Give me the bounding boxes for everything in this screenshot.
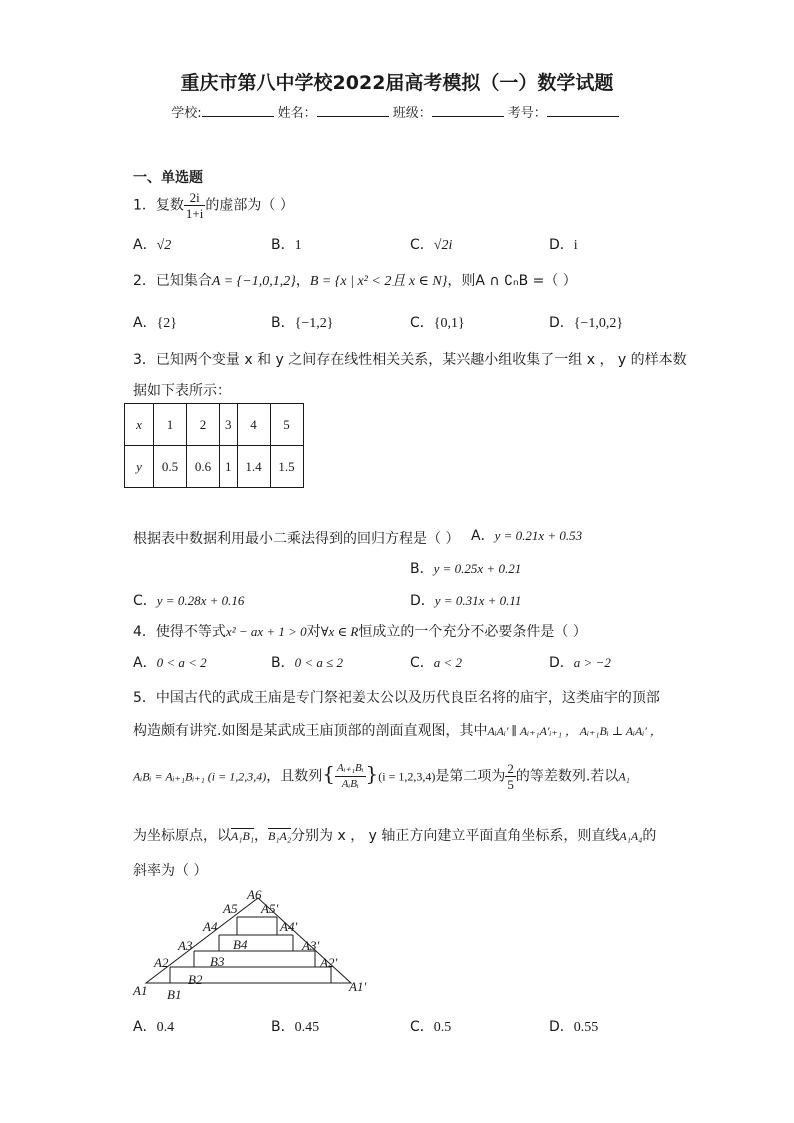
option-label: A． — [133, 237, 157, 253]
option-value: 0 < a < 2 — [156, 655, 207, 670]
q2-prefix: 2．已知集合 — [133, 273, 212, 289]
table-cell: 1 — [154, 404, 187, 446]
q5-frac-den: AᵢBᵢ — [341, 778, 359, 790]
option-value: 1 — [294, 238, 302, 253]
option-label: A． — [133, 1019, 157, 1035]
question-1 — [133, 190, 294, 221]
option-value: √2i — [433, 238, 453, 253]
q3-option-d[interactable] — [410, 590, 521, 610]
option-label: D． — [549, 315, 574, 331]
table-cell: 1.4 — [237, 446, 270, 488]
q5-line3-suffix2: 的等差数列.若以 — [515, 768, 619, 785]
label-a1: A1 — [133, 983, 148, 998]
table-header-x: x — [125, 404, 154, 446]
q1-frac-den: 1+i — [185, 206, 204, 221]
q5-line5: 斜率为（ ） — [133, 863, 208, 879]
option-label: C． — [410, 1019, 434, 1035]
right-brace: } — [365, 761, 379, 786]
option-label: B． — [271, 655, 295, 671]
option-value: {−1,0,2} — [573, 316, 624, 331]
option-value: 0.55 — [573, 1020, 599, 1035]
q3-option-b[interactable] — [410, 558, 521, 578]
option-value: {0,1} — [433, 316, 465, 331]
class-label: 班级： — [392, 106, 432, 121]
label-b3: B3 — [210, 954, 225, 969]
label-b2: B2 — [188, 972, 203, 987]
q1-option-b[interactable] — [271, 234, 302, 254]
option-label: C． — [133, 593, 157, 609]
exam-title: 重庆市第八中学校2022届高考模拟（一）数学试题 — [180, 72, 614, 94]
q5-option-b[interactable] — [271, 1016, 319, 1036]
q4-option-b[interactable] — [271, 652, 343, 672]
q2-option-a[interactable] — [133, 312, 177, 332]
option-label: D． — [549, 237, 574, 253]
option-label: C． — [410, 315, 434, 331]
left-brace: { — [322, 761, 335, 786]
option-label: B． — [271, 237, 295, 253]
q5-frac-num: Aᵢ₊₁Bᵢ — [335, 761, 366, 777]
label-a5-prime: A5′ — [261, 901, 279, 916]
outer-triangle — [146, 898, 351, 983]
q1-option-d[interactable] — [549, 234, 578, 254]
q2-option-d[interactable] — [549, 312, 623, 332]
temple-roof-diagram — [130, 885, 380, 1005]
q5-line4-math: A₁A₄ — [619, 829, 643, 843]
q1-suffix: 的虚部为（ ） — [205, 197, 294, 214]
option-label: B． — [271, 315, 295, 331]
label-a5: A5 — [223, 901, 238, 916]
q2-set-b: B = {x | x² < 2且 x ∈ N} — [309, 274, 448, 289]
label-a3-prime: A3′ — [302, 938, 320, 953]
option-label: D． — [410, 593, 435, 609]
table-header-y: y — [125, 446, 154, 488]
table-row — [125, 446, 304, 488]
table-cell: 1 — [220, 446, 238, 488]
option-label: A． — [133, 315, 157, 331]
option-label: D． — [549, 1019, 574, 1035]
q1-frac-num: 2i — [184, 190, 205, 206]
option-value: i — [573, 238, 578, 253]
q5-line4 — [133, 825, 656, 845]
option-value: y = 0.31x + 0.11 — [434, 593, 522, 608]
q5-line4-mid: 分别为 x ， y 轴正方向建立平面直角坐标系，则直线 — [291, 828, 620, 844]
vector-a1b1: A₁B₁ — [231, 829, 255, 843]
q2-option-c[interactable] — [410, 312, 465, 332]
label-a2: A2 — [154, 955, 169, 970]
school-label: 学校: — [171, 106, 202, 121]
q2-suffix: ，则A ∩ ∁ₙB =（ ） — [447, 273, 577, 289]
option-value: 0 < a ≤ 2 — [294, 655, 344, 670]
option-value: {2} — [156, 316, 178, 331]
label-a2-prime: A2′ — [320, 955, 338, 970]
question-4 — [133, 621, 587, 641]
option-label: A． — [133, 655, 157, 671]
name-label: 姓名： — [277, 106, 317, 121]
q5-line2-math: AᵢAᵢ′ ∥ Aᵢ₊₁A′ᵢ₊₁ ， Aᵢ₊₁Bᵢ ⊥ AᵢAᵢ′ ， — [487, 724, 662, 738]
option-value: y = 0.28x + 0.16 — [156, 593, 245, 608]
q4-inequality: x² − ax + 1 > 0 — [225, 624, 307, 639]
q3-option-a[interactable] — [471, 525, 582, 545]
table-cell: 0.5 — [154, 446, 187, 488]
q3-stem: 根据表中数据利用最小二乘法得到的回归方程是（ ） — [133, 531, 460, 547]
q5-line3-tail: (i = 1,2,3,4) — [378, 769, 436, 784]
option-label: A． — [471, 528, 495, 544]
q2-sep: ， — [295, 273, 310, 289]
q4-prefix: 4．使得不等式 — [133, 624, 226, 640]
option-label: C． — [410, 655, 434, 671]
q4-option-d[interactable] — [549, 652, 611, 672]
label-a4: A4 — [203, 919, 218, 934]
option-value: 0.4 — [156, 1020, 175, 1035]
q4-condition: ∀x ∈ R — [320, 624, 359, 639]
q1-option-a[interactable] — [133, 234, 171, 254]
label-a4-prime: A4′ — [280, 919, 298, 934]
q5-line2 — [133, 720, 662, 740]
table-cell: 3 — [220, 404, 238, 446]
section-title: 一、单选题 — [133, 170, 203, 186]
name-blank — [317, 104, 389, 117]
exam-no-blank — [547, 104, 619, 117]
q1-option-c[interactable] — [410, 234, 452, 254]
option-label: C． — [410, 237, 434, 253]
table-row — [125, 404, 304, 446]
option-value: a < 2 — [433, 655, 463, 670]
q5-option-d[interactable] — [549, 1016, 598, 1036]
vector-b1a2: B₁A₂ — [268, 829, 292, 843]
q5-option-c[interactable] — [410, 1016, 451, 1036]
table-cell: 2 — [187, 404, 220, 446]
label-b4: B4 — [233, 937, 248, 952]
q5-line4-sep: ， — [254, 828, 269, 844]
q5-line3-mid: ，且数列 — [266, 768, 323, 785]
option-value: 0.45 — [294, 1020, 320, 1035]
table-cell: 0.6 — [187, 446, 220, 488]
q4-option-c[interactable] — [410, 652, 462, 672]
option-label: B． — [410, 561, 434, 577]
q5-line3-end: A₁ — [618, 769, 630, 784]
q4-suffix: 恒成立的一个充分不必要条件是（ ） — [358, 624, 587, 640]
q5-option-a[interactable] — [133, 1016, 174, 1036]
option-value: {−1,2} — [294, 316, 334, 331]
school-blank — [202, 104, 274, 117]
q5-ratio-num: 2 — [507, 761, 514, 776]
label-a1-prime: A1′ — [349, 979, 367, 994]
student-info-row — [0, 102, 794, 121]
q5-line1: 5．中国古代的武成王庙是专门祭祀姜太公以及历代良臣名将的庙宇，这类庙宇的顶部 — [133, 690, 660, 706]
sample-data-table — [124, 403, 304, 488]
option-label: B． — [271, 1019, 295, 1035]
label-a6: A6 — [247, 887, 262, 902]
table-cell: 1.5 — [270, 446, 303, 488]
q5-line4-prefix: 为坐标原点，以 — [133, 828, 231, 844]
option-value: y = 0.21x + 0.53 — [494, 528, 583, 543]
question-2 — [133, 270, 577, 290]
option-value: y = 0.25x + 0.21 — [433, 561, 522, 576]
q5-line2-prefix: 构造颇有讲究.如图是某武成王庙顶部的剖面直观图，其中 — [133, 723, 488, 739]
q5-line4-suffix: 的 — [642, 828, 657, 844]
option-value: 0.5 — [433, 1020, 452, 1035]
q5-ratio — [505, 761, 516, 792]
q3-line1: 3．已知两个变量 x 和 y 之间存在线性相关关系，某兴趣小组收集了一组 x ， y 的样本数 — [133, 352, 687, 368]
q5-fraction — [335, 761, 366, 792]
option-value: a > −2 — [573, 655, 611, 670]
option-label: D． — [549, 655, 574, 671]
q2-set-a: A = {−1,0,1,2} — [211, 274, 296, 289]
q3-option-c[interactable] — [133, 590, 244, 610]
q5-ratio-den: 5 — [507, 777, 514, 792]
class-blank — [432, 104, 504, 117]
table-cell: 4 — [237, 404, 270, 446]
q5-line3-math: AᵢBᵢ = Aᵢ₊₁Bᵢ₊₁ (i = 1,2,3,4) — [133, 769, 267, 784]
q3-line2: 据如下表所示： — [133, 383, 231, 399]
option-value: √2 — [156, 238, 172, 253]
q5-line3-suffix1: 是第二项为 — [435, 768, 506, 785]
q1-fraction — [184, 190, 205, 221]
q1-prefix: 1．复数 — [133, 197, 184, 214]
table-cell: 5 — [270, 404, 303, 446]
label-b1: B1 — [167, 987, 182, 1002]
q4-option-a[interactable] — [133, 652, 207, 672]
q2-option-b[interactable] — [271, 312, 333, 332]
label-a3: A3 — [178, 938, 193, 953]
exam-no-label: 考号： — [507, 106, 547, 121]
q5-line3 — [133, 761, 630, 792]
q4-mid: 对 — [306, 624, 321, 640]
